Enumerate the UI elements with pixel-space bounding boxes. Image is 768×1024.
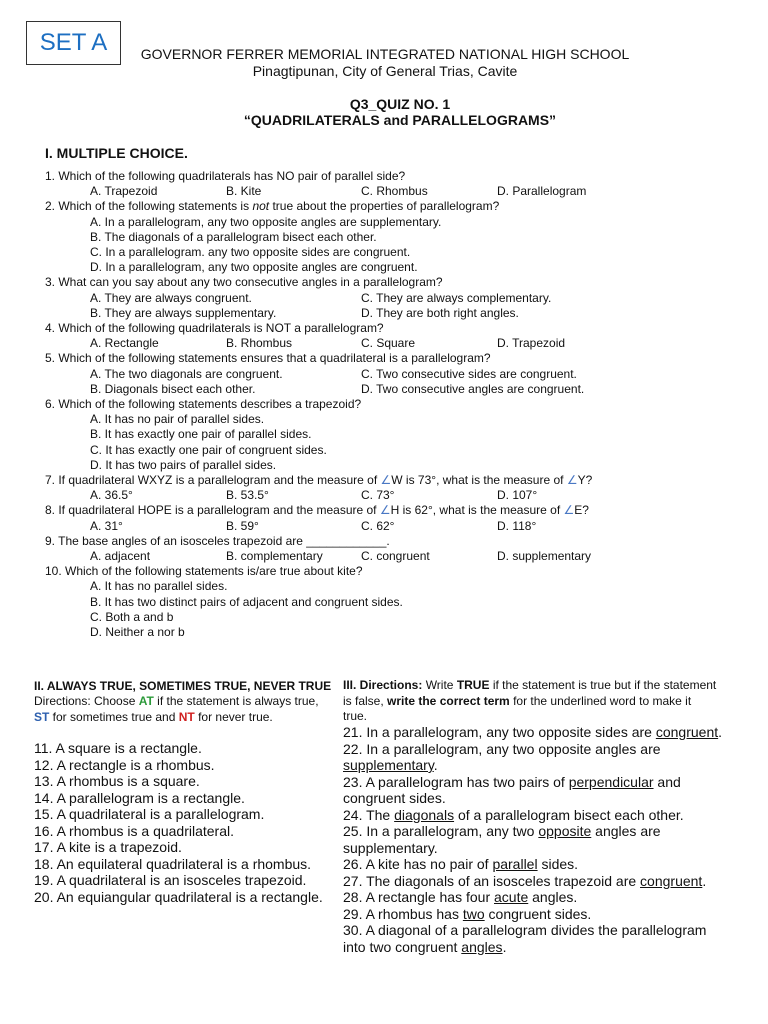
option-b: B. complementary: [226, 548, 323, 563]
multiple-choice-list: [45, 169, 745, 640]
statement-item: 16. A rhombus is a quadrilateral.: [34, 822, 235, 839]
question-2: [45, 199, 745, 214]
statement-text: 21. In a parallelogram, any two opposite sides are: [343, 724, 656, 740]
option-d: D. Parallelogram: [497, 184, 587, 199]
angle-symbol: ∠: [566, 472, 578, 487]
question-3-options-row1: [45, 291, 745, 306]
school-address: Pinagtipunan, City of General Trias, Cavite: [252, 63, 518, 79]
statement-item: [343, 807, 723, 824]
statement-text: angles are supplementary.: [343, 823, 661, 856]
always-true-code: AT: [138, 694, 154, 708]
never-true-code: NT: [178, 709, 195, 724]
option-c: C. Both a and b: [90, 609, 174, 624]
option-b: B. They are always supplementary.: [90, 305, 277, 320]
option-b: B. Diagonals bisect each other.: [90, 381, 256, 396]
question-7-text: 7. If quadrilateral WXYZ is a parallelogram and the measure of: [45, 472, 381, 487]
directions-text: for the underlined word to make it true.: [343, 693, 692, 723]
statement-text: .: [718, 724, 723, 740]
statement-text: sides.: [537, 856, 579, 872]
option-a: A. 36.5°: [90, 488, 133, 503]
statement-text: of a parallelogram bisect each other.: [454, 806, 684, 823]
directions-text: for never true.: [194, 709, 273, 724]
option-c: C. They are always complementary.: [361, 290, 552, 305]
section3-heading: III. Directions:: [343, 678, 423, 692]
underlined-term: perpendicular: [568, 773, 654, 790]
section2-items: [34, 740, 323, 905]
directions-text: for sometimes true and: [49, 709, 179, 724]
option-a: A. In a parallelogram, any two opposite angles are supplementary.: [90, 214, 442, 229]
statement-item: 14. A parallelogram is a rectangle.: [34, 789, 245, 806]
option-c: C. Square: [361, 336, 416, 351]
statement-item: [343, 856, 723, 873]
option-a: A. Trapezoid: [90, 184, 158, 199]
question-4: 4. Which of the following quadrilaterals is NOT a parallelogram?: [45, 320, 384, 335]
directions-text: if the statement is always true,: [153, 694, 319, 708]
option-d: D. They are both right angles.: [361, 305, 519, 320]
statement-item: 15. A quadrilateral is a parallelogram.: [34, 806, 265, 822]
option-d: D. 107°: [497, 488, 538, 503]
underlined-term: supplementary: [343, 757, 434, 773]
statement-text: 25. In a parallelogram, any two: [343, 823, 539, 839]
statement-item: [343, 873, 723, 890]
statement-item: 20. An equiangular quadrilateral is a rectangle.: [34, 888, 323, 905]
statement-text: 26. A kite has no pair of: [343, 856, 493, 872]
question-8: [45, 503, 745, 518]
option-a: A. It has no parallel sides.: [90, 579, 228, 594]
underlined-term: acute: [494, 889, 529, 905]
option-a: A. Rectangle: [90, 336, 159, 351]
question-5: 5. Which of the following statements ensures that a quadrilateral is a parallelogram?: [45, 351, 491, 366]
statement-item: 19. A quadrilateral is an isosceles trapezoid.: [34, 872, 307, 888]
question-5-options-row2: [45, 382, 745, 397]
question-7-text-mid: W is 73°, what is the measure of: [391, 472, 567, 487]
option-d: D. It has two pairs of parallel sides.: [90, 457, 277, 472]
true-keyword: TRUE: [456, 678, 490, 692]
option-d: D. supplementary: [497, 548, 592, 563]
statement-item: 18. An equilateral quadrilateral is a rhombus.: [34, 855, 312, 872]
statement-text: congruent sides.: [484, 905, 592, 922]
school-name: GOVERNOR FERRER MEMORIAL INTEGRATED NATIONAL HIGH SCHOOL: [140, 46, 630, 62]
statement-text: 29. A rhombus has: [343, 905, 463, 922]
option-d: D. Neither a nor b: [90, 624, 185, 639]
option-b: B. Rhombus: [226, 336, 293, 351]
option-a: A. The two diagonals are congruent.: [90, 366, 283, 381]
statement-item: [343, 906, 723, 923]
question-1-options: [45, 184, 745, 199]
underlined-term: parallel: [492, 856, 538, 872]
question-9: 9. The base angles of an isosceles trapezoid are ____________.: [45, 533, 390, 548]
question-1: 1. Which of the following quadrilaterals has NO pair of parallel side?: [45, 169, 406, 183]
directions-text: Directions: Choose: [34, 694, 139, 708]
question-10: 10. Which of the following statements is/are true about kite?: [45, 564, 363, 579]
statement-item: [343, 922, 723, 955]
statement-text: and congruent sides.: [343, 773, 681, 806]
section1-heading: I. MULTIPLE CHOICE.: [45, 145, 188, 161]
option-d: D. 118°: [497, 518, 537, 533]
angle-symbol: ∠: [563, 503, 575, 518]
statement-item: 13. A rhombus is a square.: [34, 773, 200, 789]
question-2-text-end: true about the properties of parallelogram?: [269, 199, 500, 214]
option-c: C. Two consecutive sides are congruent.: [361, 366, 577, 381]
statement-item: 12. A rectangle is a rhombus.: [34, 756, 215, 773]
option-b: B. It has exactly one pair of parallel sides.: [90, 427, 312, 442]
underlined-term: diagonals: [394, 806, 455, 823]
option-b: B. 53.5°: [226, 488, 269, 503]
question-5-options-row1: [45, 367, 745, 382]
statement-item: 11. A square is a rectangle.: [34, 740, 202, 756]
question-8-text: 8. If quadrilateral HOPE is a parallelogram and the measure of: [45, 503, 380, 518]
option-a: A. It has no pair of parallel sides.: [90, 412, 265, 427]
option-c: C. congruent: [361, 548, 430, 563]
statement-text: 30. A diagonal of a parallelogram divides the parallelogram into two congruent: [343, 922, 707, 955]
statement-text: 27. The diagonals of an isosceles trapezoid are: [343, 872, 641, 889]
question-2-emphasis: not: [252, 199, 270, 214]
statement-text: 22. In a parallelogram, any two opposite angles are: [343, 740, 661, 757]
underlined-term: congruent: [640, 872, 703, 889]
quiz-number: Q3_QUIZ NO. 1: [349, 96, 451, 112]
statement-text: .: [702, 872, 707, 889]
question-9-options: [45, 549, 745, 564]
option-b: B. 59°: [226, 518, 259, 533]
statement-text: 24. The: [343, 806, 395, 823]
statement-text: .: [502, 938, 507, 955]
option-d: D. Two consecutive angles are congruent.: [361, 381, 585, 396]
question-4-options: [45, 336, 745, 351]
quiz-title: “QUADRILATERALS and PARALLELOGRAMS”: [243, 112, 557, 128]
question-8-options: [45, 519, 745, 534]
section3-directions: [343, 678, 718, 725]
question-2-text: 2. Which of the following statements is: [45, 199, 253, 214]
option-c: C. 62°: [361, 518, 395, 533]
option-d: D. In a parallelogram, any two opposite angles are congruent.: [90, 260, 418, 275]
section2-heading: II. ALWAYS TRUE, SOMETIMES TRUE, NEVER TRUE: [34, 679, 332, 693]
statement-item: [343, 724, 723, 741]
set-label: SET A: [26, 21, 121, 65]
option-c: C. It has exactly one pair of congruent sides.: [90, 442, 327, 457]
statement-item: 17. A kite is a trapezoid.: [34, 839, 182, 855]
question-8-text-mid: H is 62°, what is the measure of: [390, 503, 564, 518]
question-6: 6. Which of the following statements describes a trapezoid?: [45, 396, 362, 411]
statement-item: [343, 889, 723, 906]
statement-text: 28. A rectangle has four: [343, 889, 494, 905]
underlined-term: two: [462, 905, 485, 922]
option-c: C. In a parallelogram. any two opposite sides are congruent.: [90, 245, 411, 259]
angle-symbol: ∠: [379, 503, 391, 518]
directions-text: if the statement is true but if the statement is false,: [343, 678, 717, 708]
directions-text: Write: [422, 678, 457, 692]
option-b: B. Kite: [226, 184, 262, 199]
angle-symbol: ∠: [380, 472, 392, 487]
question-7-options: [45, 488, 745, 503]
option-b: B. It has two distinct pairs of adjacent and congruent sides.: [90, 594, 403, 609]
sometimes-true-code: ST: [34, 709, 50, 724]
question-3-options-row2: [45, 306, 745, 321]
question-7-text-end: Y?: [577, 472, 593, 487]
underlined-term: angles: [461, 938, 503, 955]
directions-bold-text: write the correct term: [387, 693, 510, 708]
underlined-term: opposite: [538, 823, 592, 839]
question-3: 3. What can you say about any two consecutive angles in a parallelogram?: [45, 275, 443, 290]
statement-text: angles.: [528, 889, 578, 905]
option-a: A. adjacent: [90, 548, 151, 563]
option-b: B. The diagonals of a parallelogram bisect each other.: [90, 229, 377, 244]
statement-item: [343, 823, 723, 856]
statement-item: [343, 774, 723, 807]
statement-item: [343, 741, 723, 774]
question-7: [45, 473, 745, 488]
question-8-text-end: E?: [574, 503, 589, 518]
underlined-term: congruent: [655, 724, 719, 740]
statement-text: .: [433, 757, 438, 773]
section2-directions: [34, 694, 334, 725]
section3-items: [343, 724, 723, 955]
option-a: A. They are always congruent.: [90, 290, 252, 305]
option-d: D. Trapezoid: [497, 336, 566, 351]
option-a: A. 31°: [90, 518, 123, 533]
option-c: C. Rhombus: [361, 184, 428, 199]
statement-text: 23. A parallelogram has two pairs of: [343, 773, 569, 790]
option-c: C. 73°: [361, 488, 395, 503]
